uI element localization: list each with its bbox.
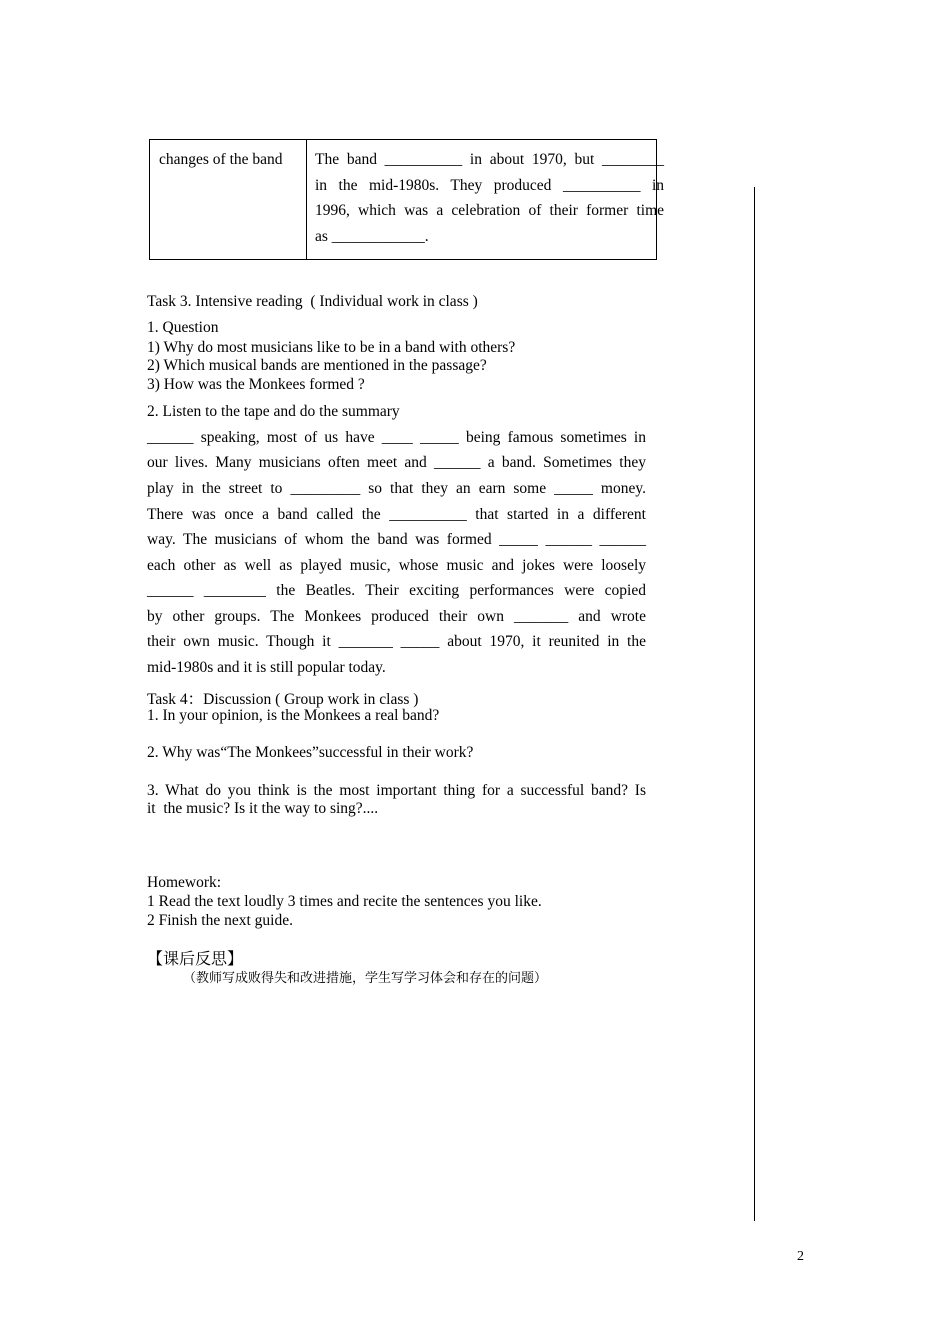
summary-line: our lives. Many musicians often meet and ______ a band. Sometimes they	[147, 454, 646, 471]
reflection-note: （教师写成败得失和改进措施，学生写学习体会和存在的问题）	[183, 971, 548, 986]
task3-title: Task 3. Intensive reading ( Individual work in class )	[147, 293, 478, 310]
summary-line: There was once a band called the __________ that started in a different	[147, 506, 646, 523]
table-divider	[306, 140, 307, 259]
table-label-cell: changes of the band	[159, 151, 283, 168]
table-line: in the mid-1980s. They produced __________ in	[315, 176, 664, 194]
summary-line: by other groups. The Monkees produced their own _______ and wrote	[147, 608, 646, 625]
summary-header: 2. Listen to the tape and do the summary	[147, 403, 400, 420]
homework-item: 1 Read the text loudly 3 times and recite the sentences you like.	[147, 893, 542, 910]
summary-line: play in the street to _________ so that they an earn some _____ money.	[147, 480, 646, 497]
question-item: 1) Why do most musicians like to be in a band with others?	[147, 339, 516, 356]
reflection-title: 【课后反思】	[147, 949, 244, 968]
summary-line: way. The musicians of whom the band was formed _____ ______ ______	[147, 531, 646, 548]
task4-title: Task 4：Discussion ( Group work in class )	[147, 691, 419, 708]
summary-line: ______ speaking, most of us have ____ _____ being famous sometimes in	[147, 429, 646, 446]
homework-title: Homework:	[147, 874, 222, 891]
question-header: 1. Question	[147, 319, 219, 336]
table-line: 1996, which was a celebration of their former time	[315, 202, 664, 219]
summary-line: mid-1980s and it is still popular today.	[147, 659, 386, 676]
discussion-question: 2. Why was“The Monkees”successful in their work?	[147, 744, 474, 761]
discussion-question-cont: it the music? Is it the way to sing?....	[147, 800, 379, 817]
page-number: 2	[797, 1249, 804, 1264]
changes-table	[149, 139, 664, 260]
table-line: as ____________.	[315, 227, 429, 245]
discussion-question: 3. What do you think is the most important thing for a successful band? Is	[147, 782, 646, 799]
question-item: 3) How was the Monkees formed ?	[147, 376, 365, 393]
homework-item: 2 Finish the next guide.	[147, 912, 293, 929]
summary-line: their own music. Though it _______ _____ about 1970, it reunited in the	[147, 633, 646, 650]
discussion-question: 1. In your opinion, is the Monkees a real band?	[147, 707, 440, 724]
table-content-cell	[315, 147, 664, 249]
margin-rule	[754, 187, 755, 1221]
table-line: The band __________ in about 1970, but ________	[315, 151, 664, 168]
question-item: 2) Which musical bands are mentioned in the passage?	[147, 357, 487, 374]
summary-line: ______ ________ the Beatles. Their exciting performances were copied	[147, 582, 646, 599]
summary-line: each other as well as played music, whose music and jokes were loosely	[147, 557, 646, 574]
